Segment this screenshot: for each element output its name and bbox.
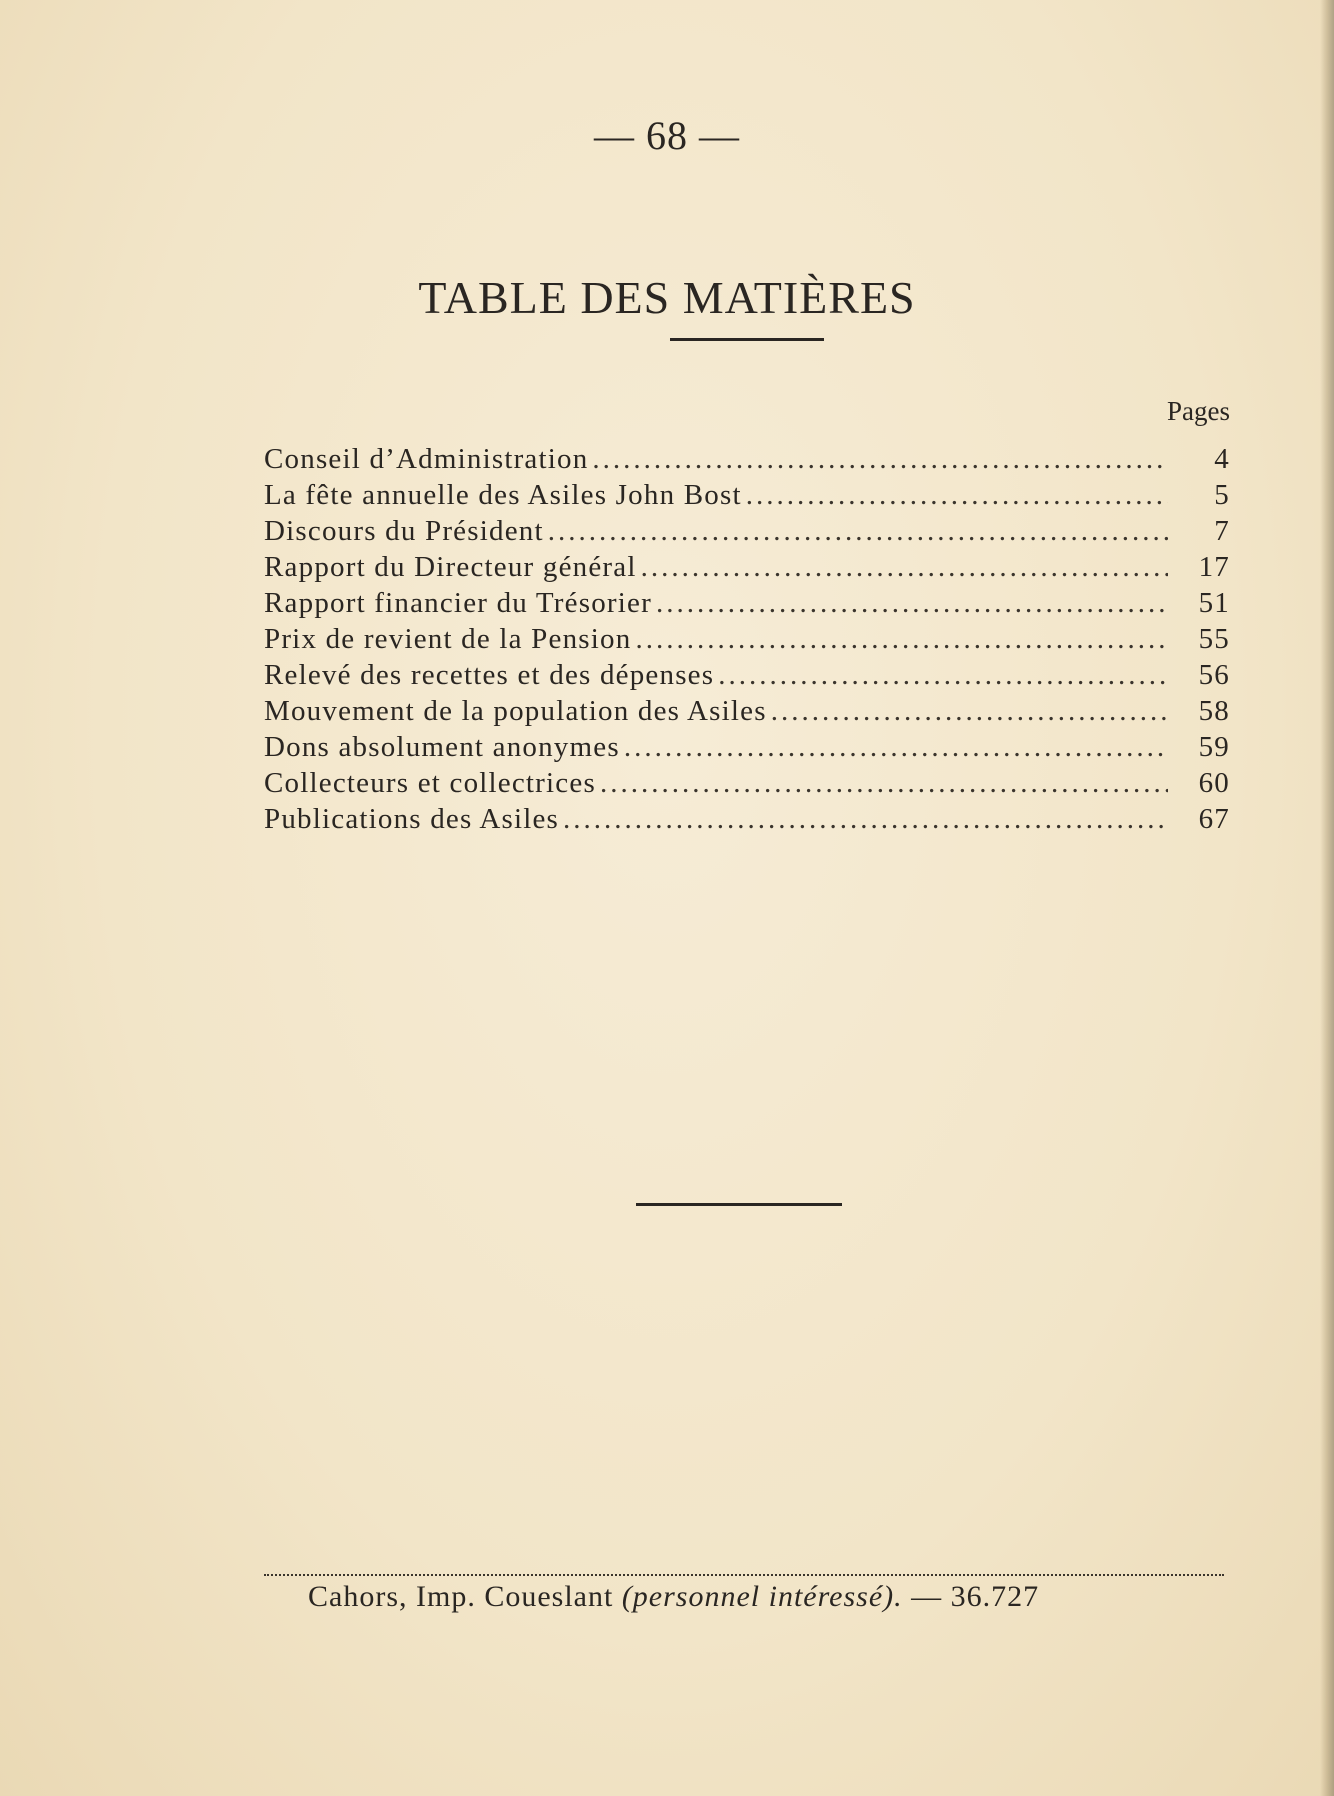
toc-entry bbox=[264, 695, 1230, 731]
page-number: — 68 — bbox=[594, 113, 740, 158]
footer-dotted-rule bbox=[264, 1574, 1224, 1576]
printer-name: Cahors, Imp. Coueslant bbox=[308, 1580, 614, 1613]
printer-code: — 36.727 bbox=[911, 1580, 1040, 1613]
toc-entry-page: 56 bbox=[1198, 659, 1230, 691]
toc-leader-dots bbox=[718, 659, 1168, 692]
page-edge-shadow bbox=[1320, 0, 1334, 1796]
toc-entry-page: 60 bbox=[1198, 767, 1230, 799]
toc-entry-page: 59 bbox=[1198, 731, 1230, 763]
toc-entry bbox=[264, 551, 1230, 587]
toc-entry-title: Publications des Asiles bbox=[264, 803, 560, 835]
table-of-contents bbox=[264, 443, 1230, 839]
toc-leader-dots bbox=[600, 767, 1168, 800]
toc-entry-page: 58 bbox=[1198, 695, 1230, 727]
toc-entry-title: Dons absolument anonymes bbox=[264, 731, 620, 763]
toc-entry bbox=[264, 479, 1230, 515]
toc-entry-page: 17 bbox=[1198, 551, 1230, 583]
toc-entry bbox=[264, 443, 1230, 479]
toc-entry-title: Collecteurs et collectrices bbox=[264, 767, 596, 799]
toc-entry-page: 67 bbox=[1198, 803, 1230, 835]
toc-leader-dots bbox=[771, 695, 1168, 728]
toc-entry-page: 51 bbox=[1198, 587, 1230, 619]
toc-entry-title: La fête annuelle des Asiles John Bost bbox=[264, 479, 742, 511]
page-title: TABLE DES MATIÈRES bbox=[418, 271, 916, 323]
title-divider bbox=[670, 338, 824, 341]
pages-column-heading: Pages bbox=[1167, 396, 1230, 426]
toc-entry bbox=[264, 767, 1230, 803]
toc-leader-dots bbox=[592, 443, 1168, 476]
toc-entry bbox=[264, 623, 1230, 659]
toc-entry-page: 7 bbox=[1214, 515, 1230, 547]
toc-leader-dots bbox=[548, 515, 1168, 548]
toc-entry-title: Discours du Président bbox=[264, 515, 544, 547]
toc-entry bbox=[264, 587, 1230, 623]
toc-leader-dots bbox=[656, 587, 1168, 620]
toc-entry bbox=[264, 731, 1230, 767]
toc-leader-dots bbox=[641, 551, 1168, 584]
toc-entry bbox=[264, 659, 1230, 695]
toc-entry bbox=[264, 803, 1230, 839]
printer-imprint bbox=[308, 1580, 1039, 1614]
toc-entry-page: 5 bbox=[1214, 479, 1230, 511]
toc-leader-dots bbox=[635, 623, 1168, 656]
toc-entry-title: Mouvement de la population des Asiles bbox=[264, 695, 767, 727]
toc-entry-page: 55 bbox=[1198, 623, 1230, 655]
toc-entry-title: Conseil d’Administration bbox=[264, 443, 589, 475]
printer-note: (personnel intéressé). bbox=[621, 1580, 903, 1613]
toc-entry-title: Rapport du Directeur général bbox=[264, 551, 637, 583]
toc-entry-page: 4 bbox=[1214, 443, 1230, 475]
toc-leader-dots bbox=[563, 803, 1168, 836]
toc-entry-title: Relevé des recettes et des dépenses bbox=[264, 659, 715, 691]
section-divider bbox=[636, 1203, 842, 1206]
toc-entry-title: Prix de revient de la Pension bbox=[264, 623, 632, 655]
toc-leader-dots bbox=[746, 479, 1168, 512]
toc-entry-title: Rapport financier du Trésorier bbox=[264, 587, 652, 619]
toc-leader-dots bbox=[624, 731, 1168, 764]
toc-entry bbox=[264, 515, 1230, 551]
